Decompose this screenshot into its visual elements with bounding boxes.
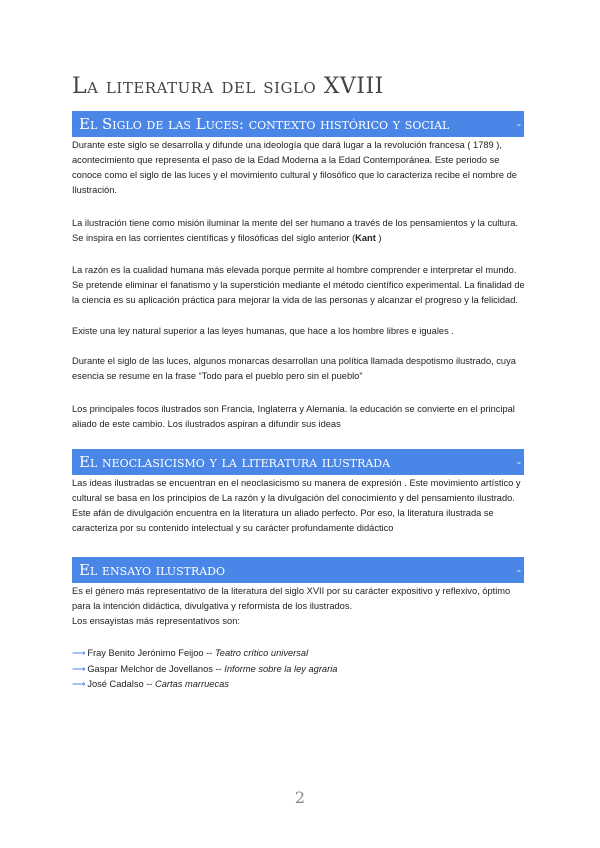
section-heading-dash: - [517, 455, 521, 469]
paragraph: Los principales focos ilustrados son Francia, Inglaterra y Alemania. la educación se convierte en el principal aliado de este cambio. Los ilustrados aspiran a difundir sus ideas [72, 404, 515, 429]
work-title: Informe sobre la ley agraria [224, 663, 338, 674]
section-heading-neoclasicismo [72, 449, 524, 475]
section-heading-text: El ensayo ilustrado [79, 561, 226, 579]
arrow-right-icon: ⟶ [72, 663, 86, 674]
paragraph: La razón es la cualidad humana más elevada porque permite al hombre comprender e interpretar el mundo. Se pretende eliminar el fanatismo y la superstición mediante el método científico experimental. La finalidad de la ciencia es su aplicación práctica para mejorar la vida de las personas y alcanzar el progreso y la felicidad. [72, 265, 525, 305]
paragraph: Durante el siglo de las luces, algunos monarcas desarrollan una política llamada despotismo ilustrado, cuya esencia se resume en la frase “Todo para el pueblo pero sin el pueblo” [72, 356, 516, 381]
section-heading-siglo-de-las-luces [72, 111, 524, 137]
page-title: La literatura del siglo XVIII [72, 74, 384, 99]
section-heading-text: El Siglo de las Luces: contexto histórico y social [79, 115, 450, 133]
paragraph: Las ideas ilustradas se encuentran en el neoclasicismo su manera de expresión . Este movimiento artístico y cultural se basa en los principios de La razón y la divulgación del conocimiento y del pensamiento ilustrado. Este afán de divulgación encuentra en la literatura un aliado perfecto. Por eso, la literatura ilustrada se caracteriza por su contenido intelectual y su carácter profundamente didáctico [72, 478, 521, 533]
section-heading-dash: - [517, 117, 521, 131]
paragraph-text: La ilustración tiene como misión iluminar la mente del ser humano a través de los pensamientos y la cultura. Se inspira en las corrientes científicas y filosóficas del siglo anterior ( [72, 218, 518, 243]
list-item [72, 662, 337, 678]
page-number: 2 [294, 788, 306, 807]
paragraph [72, 216, 526, 246]
section-heading-text: El neoclasicismo y la literatura ilustrada [79, 453, 391, 471]
arrow-right-icon: ⟶ [72, 648, 86, 658]
section-heading-dash: - [517, 563, 521, 577]
arrow-right-icon: ⟶ [72, 679, 86, 689]
work-title: Teatro crítico universal [214, 648, 309, 658]
paragraph: Durante este siglo se desarrolla y difunde una ideología que dará lugar a la revolución francesa ( 1789 ), acontecimiento que representa el paso de la Edad Moderna a la Edad Contemporánea. Este periodo se conoce como el siglo de las luces y el movimiento cultural y filosófico que lo caracteriza recibe el nombre de Ilustración. [72, 140, 517, 195]
paragraph: Es el género más representativo de la literatura del siglo XVII por su carácter expositivo y reflexivo, óptimo para la intención didáctica, divulgativa y reformista de los ilustrados. [72, 586, 511, 611]
paragraph-text-close: ) [375, 233, 382, 243]
author-name: Fray Benito Jerónimo Feijoo -- [87, 648, 215, 658]
section-heading-ensayo-ilustrado [72, 557, 524, 583]
bold-name-kant: Kant [355, 233, 376, 243]
author-name: Gaspar Melchor de Jovellanos -- [87, 663, 225, 674]
work-title: Cartas marruecas [155, 679, 229, 689]
author-list [72, 646, 337, 693]
paragraph: Existe una ley natural superior a las leyes humanas, que hace a los hombre libres e iguales . [72, 326, 454, 336]
paragraph: Los ensayistas más representativos son: [72, 616, 240, 626]
list-item [72, 646, 337, 662]
author-name: José Cadalso -- [87, 679, 156, 689]
list-item [72, 677, 337, 693]
